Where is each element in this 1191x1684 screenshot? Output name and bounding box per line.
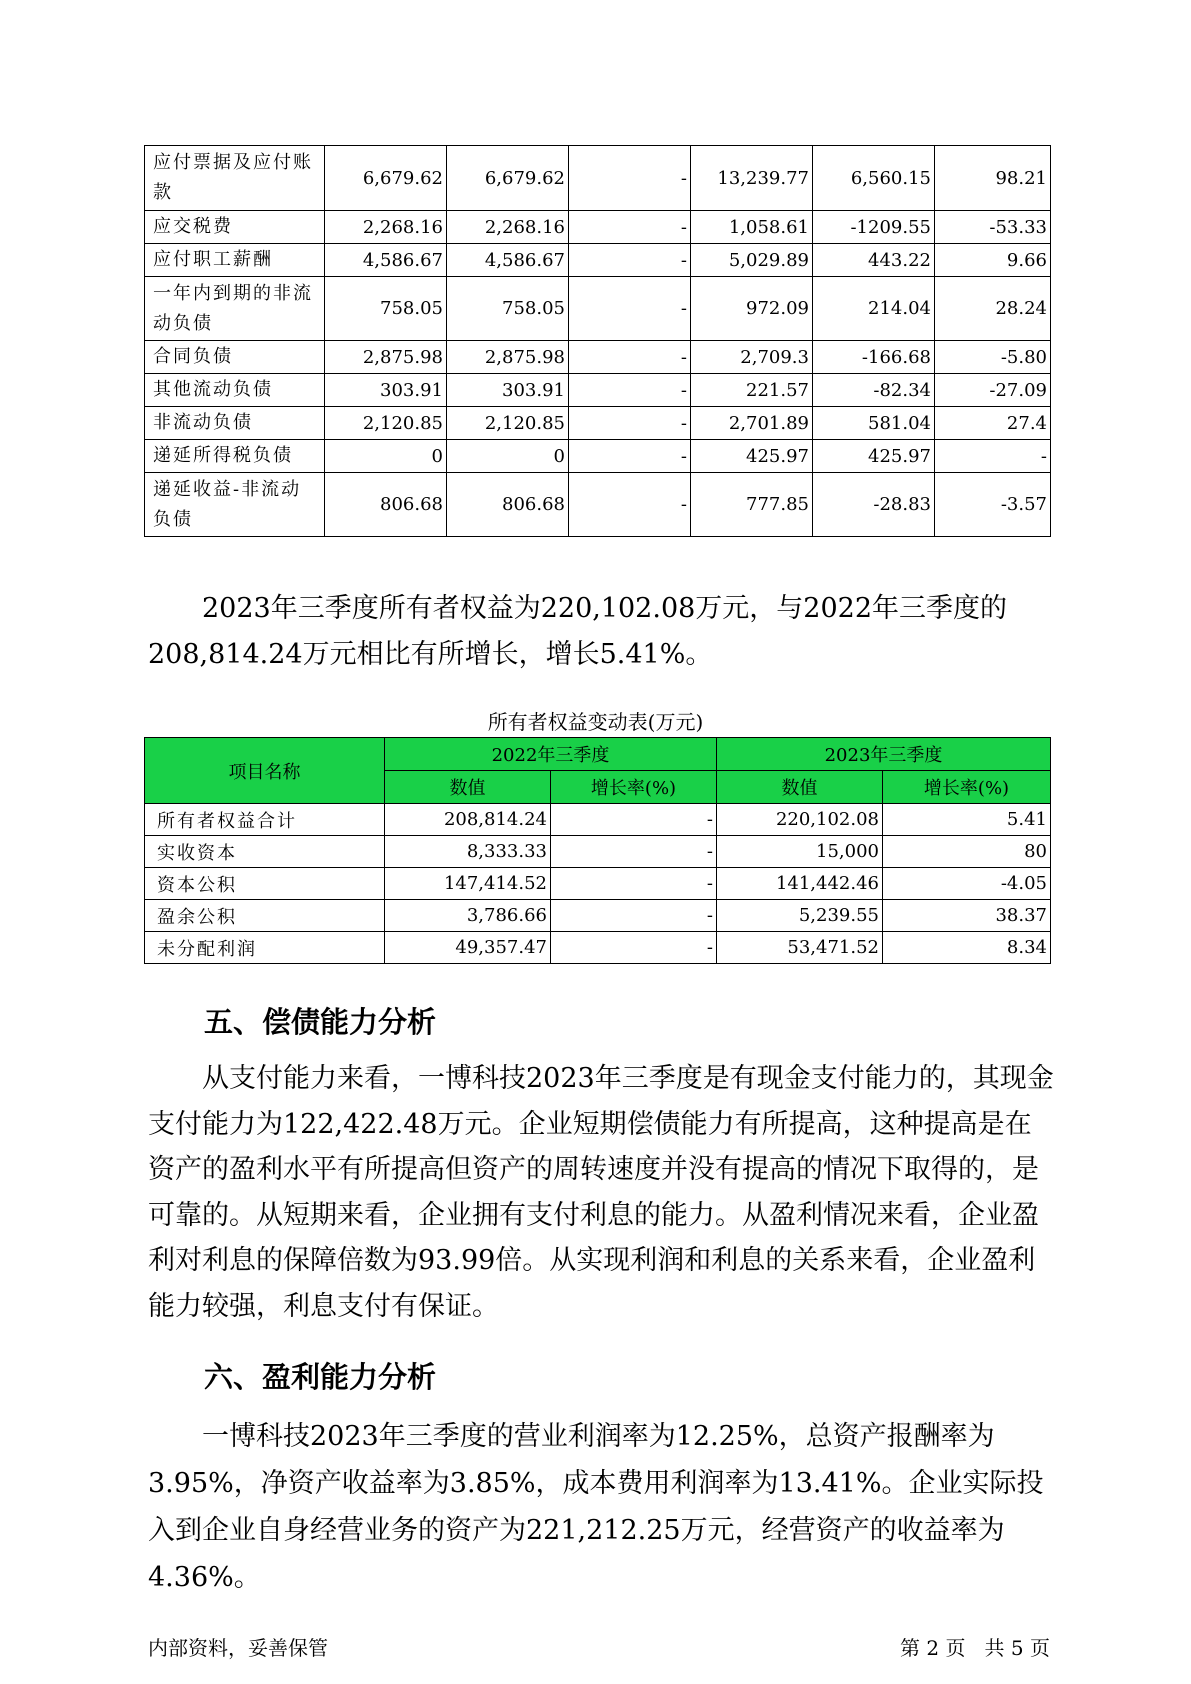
cell-r2: 38.37 (883, 900, 1051, 932)
cell-c4: 221.57 (691, 374, 813, 407)
table-row (145, 211, 1051, 244)
cell-c1: 2,120.85 (325, 407, 447, 440)
cell-v2: 5,239.55 (717, 900, 883, 932)
row-label: 资本公积 (145, 868, 385, 900)
cell-c4: 1,058.61 (691, 211, 813, 244)
cell-c4: 972.09 (691, 277, 813, 341)
cell-c3: - (569, 341, 691, 374)
row-label: 递延所得税负债 (145, 440, 325, 473)
cell-c6: -53.33 (935, 211, 1051, 244)
header-rate-2023: 增长率(%) (883, 771, 1051, 804)
cell-v1: 147,414.52 (385, 868, 551, 900)
section6-title: 六、盈利能力分析 (204, 1360, 437, 1394)
row-label: 其他流动负债 (145, 374, 325, 407)
row-label: 应付票据及应付账款 (145, 146, 325, 211)
cell-c4: 13,239.77 (691, 146, 813, 211)
cell-c5: -28.83 (813, 473, 935, 537)
cell-r1: - (551, 900, 717, 932)
table-row (145, 473, 1051, 537)
cell-r2: 5.41 (883, 804, 1051, 836)
equity-table-caption: 所有者权益变动表(万元) (487, 710, 704, 734)
cell-r1: - (551, 836, 717, 868)
cell-v1: 8,333.33 (385, 836, 551, 868)
cell-r2: 80 (883, 836, 1051, 868)
cell-c4: 777.85 (691, 473, 813, 537)
row-label: 盈余公积 (145, 900, 385, 932)
cell-c1: 2,875.98 (325, 341, 447, 374)
equity-change-table (144, 737, 1051, 964)
row-label: 合同负债 (145, 341, 325, 374)
cell-c5: 581.04 (813, 407, 935, 440)
row-label: 实收资本 (145, 836, 385, 868)
row-label: 一年内到期的非流动负债 (145, 277, 325, 341)
cell-c3: - (569, 440, 691, 473)
table-row (145, 374, 1051, 407)
row-label: 所有者权益合计 (145, 804, 385, 836)
cell-c5: 443.22 (813, 244, 935, 277)
cell-c4: 5,029.89 (691, 244, 813, 277)
cell-c2: 303.91 (447, 374, 569, 407)
cell-c6: -5.80 (935, 341, 1051, 374)
cell-c3: - (569, 277, 691, 341)
cell-c6: 9.66 (935, 244, 1051, 277)
cell-v2: 141,442.46 (717, 868, 883, 900)
table-row (145, 407, 1051, 440)
table-row (145, 804, 1051, 836)
footer-confidential-note: 内部资料，妥善保管 (148, 1636, 328, 1660)
table-row (145, 900, 1051, 932)
cell-c2: 806.68 (447, 473, 569, 537)
cell-v1: 3,786.66 (385, 900, 551, 932)
table-row (145, 932, 1051, 964)
cell-c5: -166.68 (813, 341, 935, 374)
cell-v1: 208,814.24 (385, 804, 551, 836)
section5-title: 五、偿债能力分析 (204, 1005, 437, 1039)
cell-c5: 425.97 (813, 440, 935, 473)
cell-c2: 758.05 (447, 277, 569, 341)
cell-c3: - (569, 407, 691, 440)
cell-c2: 2,268.16 (447, 211, 569, 244)
cell-c3: - (569, 146, 691, 211)
cell-r2: -4.05 (883, 868, 1051, 900)
table-row (145, 440, 1051, 473)
cell-c6: 98.21 (935, 146, 1051, 211)
cell-c3: - (569, 374, 691, 407)
cell-c1: 0 (325, 440, 447, 473)
cell-c1: 806.68 (325, 473, 447, 537)
cell-r1: - (551, 868, 717, 900)
cell-c1: 4,586.67 (325, 244, 447, 277)
cell-v2: 15,000 (717, 836, 883, 868)
cell-c4: 2,701.89 (691, 407, 813, 440)
table-row (145, 836, 1051, 868)
cell-c3: - (569, 473, 691, 537)
table-row (145, 341, 1051, 374)
header-value-2023: 数值 (717, 771, 883, 804)
cell-c4: 425.97 (691, 440, 813, 473)
table-row (145, 244, 1051, 277)
cell-c6: -27.09 (935, 374, 1051, 407)
cell-c1: 2,268.16 (325, 211, 447, 244)
header-item-name: 项目名称 (145, 738, 385, 804)
row-label: 应交税费 (145, 211, 325, 244)
cell-r1: - (551, 932, 717, 964)
cell-c2: 6,679.62 (447, 146, 569, 211)
header-2023q3: 2023年三季度 (717, 738, 1051, 771)
cell-c1: 6,679.62 (325, 146, 447, 211)
cell-c5: -1209.55 (813, 211, 935, 244)
cell-c4: 2,709.3 (691, 341, 813, 374)
header-2022q3: 2022年三季度 (385, 738, 717, 771)
table-row (145, 146, 1051, 211)
cell-r2: 8.34 (883, 932, 1051, 964)
cell-c6: 28.24 (935, 277, 1051, 341)
section5-paragraph: 从支付能力来看，一博科技2023年三季度是有现金支付能力的，其现金支付能力为122,422.48万元。企业短期偿债能力有所提高，这种提高是在资产的盈利水平有所提高但资产的周转速度并没有提高的情况下取得的，是可靠的。从短期来看，企业拥有支付利息的能力。从盈利情况来看，企业盈利对利息的保障倍数为93.99倍。从实现利润和利息的关系来看，企业盈利能力较强，利息支付有保证。 (148, 1063, 1054, 1322)
cell-c5: 6,560.15 (813, 146, 935, 211)
cell-c2: 4,586.67 (447, 244, 569, 277)
cell-c2: 2,120.85 (447, 407, 569, 440)
cell-c1: 303.91 (325, 374, 447, 407)
row-label: 未分配利润 (145, 932, 385, 964)
cell-c2: 2,875.98 (447, 341, 569, 374)
cell-c6: - (935, 440, 1051, 473)
header-value-2022: 数值 (385, 771, 551, 804)
equity-summary-paragraph: 2023年三季度所有者权益为220,102.08万元，与2022年三季度的208,814.24万元相比有所增长，增长5.41%。 (148, 593, 1008, 670)
cell-v2: 53,471.52 (717, 932, 883, 964)
cell-c3: - (569, 211, 691, 244)
row-label: 非流动负债 (145, 407, 325, 440)
cell-c3: - (569, 244, 691, 277)
cell-c2: 0 (447, 440, 569, 473)
cell-r1: - (551, 804, 717, 836)
liabilities-table (144, 145, 1051, 537)
row-label: 应付职工薪酬 (145, 244, 325, 277)
table-row (145, 868, 1051, 900)
header-rate-2022: 增长率(%) (551, 771, 717, 804)
table-row (145, 277, 1051, 341)
row-label: 递延收益-非流动负债 (145, 473, 325, 537)
cell-c6: -3.57 (935, 473, 1051, 537)
cell-v1: 49,357.47 (385, 932, 551, 964)
cell-c5: -82.34 (813, 374, 935, 407)
cell-c6: 27.4 (935, 407, 1051, 440)
cell-c1: 758.05 (325, 277, 447, 341)
section6-paragraph: 一博科技2023年三季度的营业利润率为12.25%，总资产报酬率为3.95%，净资产收益率为3.85%，成本费用利润率为13.41%。企业实际投入到企业自身经营业务的资产为221,212.25万元，经营资产的收益率为4.36%。 (148, 1421, 1044, 1593)
footer-page-number: 第 2 页 共 5 页 (900, 1636, 1050, 1660)
cell-v2: 220,102.08 (717, 804, 883, 836)
cell-c5: 214.04 (813, 277, 935, 341)
